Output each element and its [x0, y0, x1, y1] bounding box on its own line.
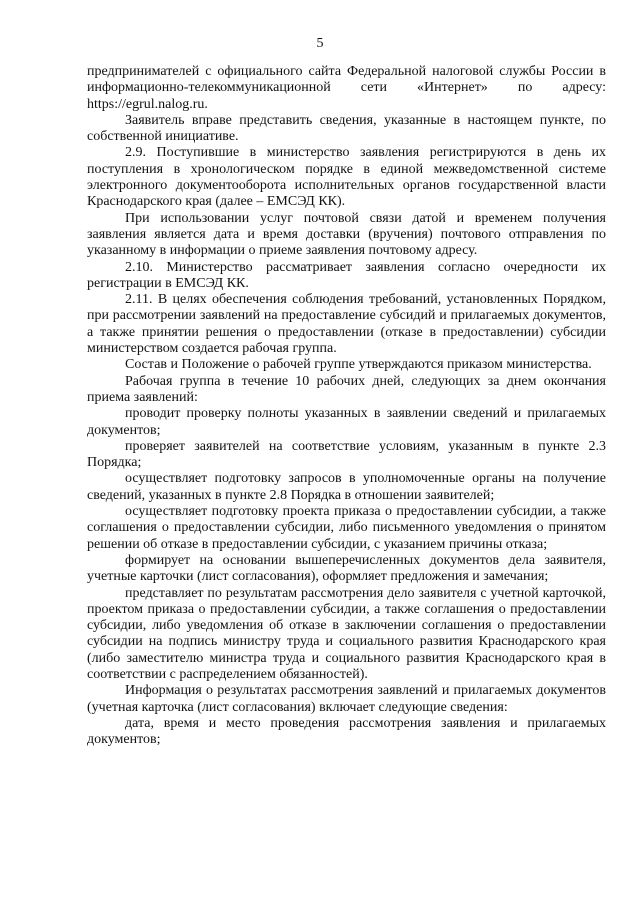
paragraph: При использовании услуг почтовой связи датой и временем получения заявления является дата и время доставки (вручения) почтового отправления по указанному в информации о приеме заявления почтовому адресу.	[87, 210, 606, 259]
list-item: формирует на основании вышеперечисленных документов дела заявителя, учетные карточки (лист согласования), оформляет предложения и замечания;	[87, 552, 606, 585]
paragraph-clause-2-9: 2.9. Поступившие в министерство заявления регистрируются в день их поступления в хронологическом порядке в единой межведомственной системе электронного документооборота исполнительных органов государственной власти Краснодарского края (далее – ЕМСЭД КК).	[87, 145, 606, 210]
list-item: проверяет заявителей на соответствие условиям, указанным в пункте 2.3 Порядка;	[87, 438, 606, 471]
paragraph: Рабочая группа в течение 10 рабочих дней, следующих за днем окончания приема заявлений:	[87, 373, 606, 405]
list-item: проводит проверку полноты указанных в заявлении сведений и прилагаемых документов;	[87, 406, 606, 438]
list-item: дата, время и место проведения рассмотрения заявления и прилагаемых документов;	[87, 715, 606, 748]
list-item: осуществляет подготовку запросов в уполномоченные органы на получение сведений, указанных в пункте 2.8 Порядка в отношении заявителей;	[87, 471, 606, 503]
page-number: 5	[316, 36, 324, 51]
paragraph-clause-2-10: 2.10. Министерство рассматривает заявления согласно очередности их регистрации в ЕМСЭД КК.	[87, 259, 606, 291]
list-item: представляет по результатам рассмотрения дело заявителя с учетной карточкой, проектом приказа о предоставлении субсидии, а также соглашения о предоставлении субсидии, либо уведомления об отказе в заключении соглашения о предоставлении субсидии на подпись министру труда и социального развития Краснодарского края (либо заместителю министра труда и социального развития Краснодарского края в соответствии с распределением обязанностей).	[87, 585, 606, 682]
paragraph: Состав и Положение о рабочей группе утверждаются приказом министерства.	[125, 357, 592, 373]
paragraph: Заявитель вправе представить сведения, указанные в настоящем пункте, по собственной инициативе.	[87, 112, 606, 145]
paragraph-continuation: предпринимателей с официального сайта Федеральной налоговой службы России в информационно-телекоммуникационной сети «Интернет» по адресу: https://egrul.nalog.ru.	[87, 64, 606, 112]
paragraph-clause-2-11: 2.11. В целях обеспечения соблюдения требований, установленных Порядком, при рассмотрении заявлений на предоставление субсидий и прилагаемых документов, а также принятии решения о предоставлении (отказе в предоставлении) субсидии министерством создается рабочая группа.	[87, 292, 606, 357]
document-body	[87, 64, 606, 748]
paragraph: Информация о результатах рассмотрения заявлений и прилагаемых документов (учетная карточка (лист согласования) включает следующие сведения:	[87, 683, 606, 715]
list-item: осуществляет подготовку проекта приказа о предоставлении субсидии, а также соглашения о предоставлении субсидии, либо письменного уведомления о принятом решении об отказе в предоставлении субсидии, с указанием причины отказа;	[87, 504, 606, 552]
